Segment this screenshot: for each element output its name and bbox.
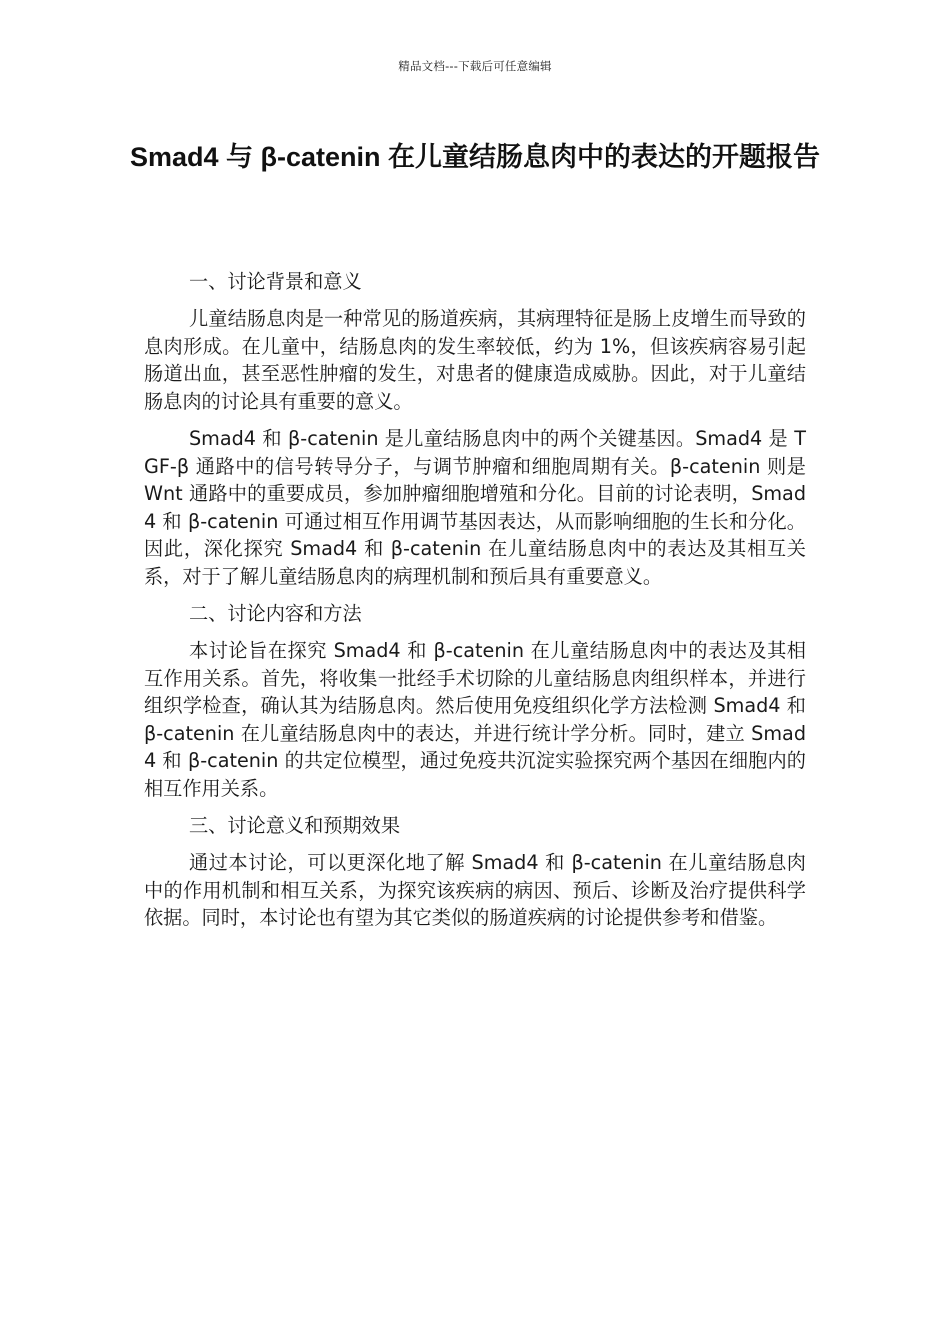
document-title: Smad4 与 β-catenin 在儿童结肠息肉中的表达的开题报告 (129, 142, 821, 172)
section-heading-significance: 三、讨论意义和预期效果 (189, 814, 401, 837)
paragraph-significance: 通过本讨论，可以更深化地了解 Smad4 和 β-catenin 在儿童结肠息肉中的作用机制和相互关系，为探究该疾病的病因、预后、诊断及治疗提供科学依据。同时，本讨论也有望为其它类似的肠道疾病的讨论提供参考和借鉴。 (144, 851, 806, 929)
paragraph-background-1: 儿童结肠息肉是一种常见的肠道疾病，其病理特征是肠上皮增生而导致的息肉形成。在儿童中，结肠息肉的发生率较低，约为 1%，但该疾病容易引起肠道出血，甚至恶性肿瘤的发生，对患者的健康造成威胁。因此，对于儿童结肠息肉的讨论具有重要的意义。 (144, 307, 806, 413)
paragraph-methods: 本讨论旨在探究 Smad4 和 β-catenin 在儿童结肠息肉中的表达及其相互作用关系。首先，将收集一批经手术切除的儿童结肠息肉组织样本，并进行组织学检查，确认其为结肠息肉。然后使用免疫组织化学方法检测 Smad4 和 β-catenin 在儿童结肠息肉中的表达，并进行统计学分析。同时，建立 Smad4 和 β-catenin 的共定位模型，通过免疫共沉淀实验探究两个基因在细胞内的相互作用关系。 (144, 639, 806, 800)
header-note: 精品文档---下载后可任意编辑 (398, 59, 552, 73)
paragraph-background-2: Smad4 和 β-catenin 是儿童结肠息肉中的两个关键基因。Smad4 是 TGF-β 通路中的信号转导分子，与调节肿瘤和细胞周期有关。β-catenin 则是 Wnt 通路中的重要成员，参加肿瘤细胞增殖和分化。目前的讨论表明，Smad4 和 β-catenin 可通过相互作用调节基因表达，从而影响细胞的生长和分化。因此，深化探究 Smad4 和 β-catenin 在儿童结肠息肉中的表达及其相互关系，对于了解儿童结肠息肉的病理机制和预后具有重要意义。 (144, 427, 806, 588)
section-heading-methods: 二、讨论内容和方法 (189, 602, 362, 625)
section-heading-background: 一、讨论背景和意义 (189, 270, 362, 293)
document-body (144, 268, 806, 942)
